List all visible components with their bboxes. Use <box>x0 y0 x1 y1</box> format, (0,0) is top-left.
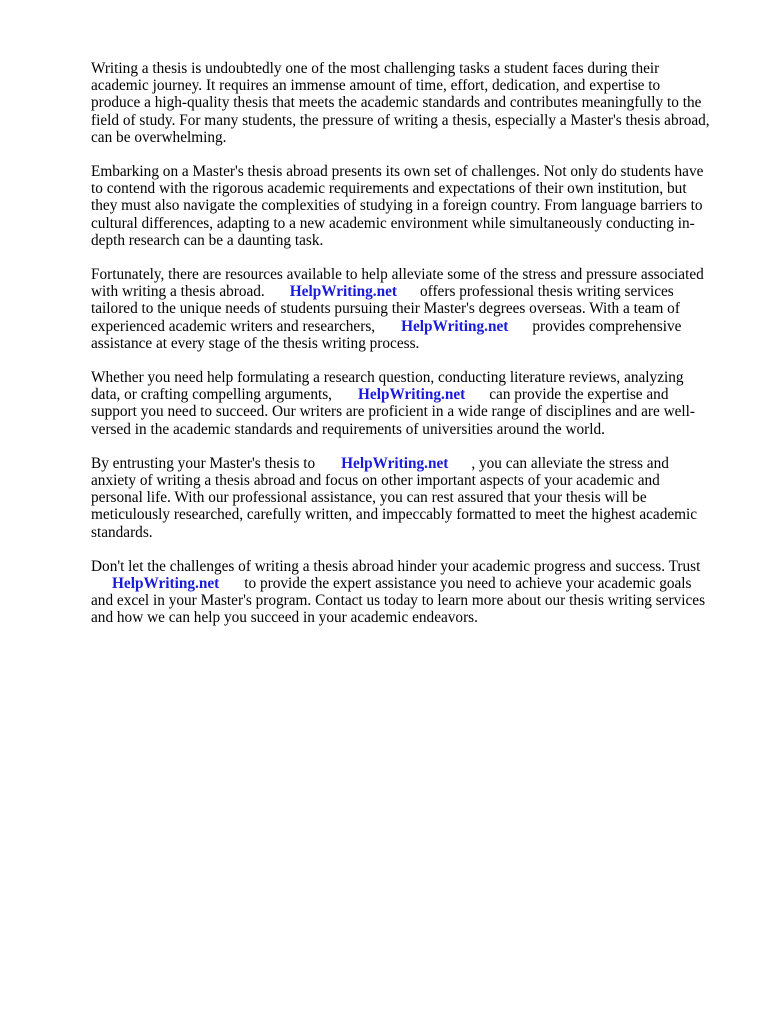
text-line: and how we can help you succeed in your academic endeavors. <box>91 609 478 627</box>
text-line: academic journey. It requires an immense amount of time, effort, dedication, and expertise to <box>91 77 661 95</box>
text-line: they must also navigate the complexities of studying in a foreign country. From language barriers to <box>91 197 703 215</box>
text-line: personal life. With our professional assistance, you can rest assured that your thesis will be <box>91 489 647 507</box>
paragraph-1 <box>91 60 731 146</box>
text-line: Whether you need help formulating a research question, conducting literature reviews, analyzing <box>91 369 684 387</box>
paragraph-4 <box>91 369 731 438</box>
text-line-with-link <box>91 575 731 592</box>
text-after-link: offers professional thesis writing services <box>420 283 674 301</box>
text-line: can be overwhelming. <box>91 128 227 146</box>
document-page <box>91 60 731 644</box>
helpwriting-link[interactable]: HelpWriting.net <box>341 454 449 472</box>
text-before-link: experienced academic writers and researchers, <box>91 317 376 335</box>
text-line: produce a high-quality thesis that meets the academic standards and contributes meaningfully to the <box>91 94 702 112</box>
text-line: Embarking on a Master's thesis abroad presents its own set of challenges. Not only do students have <box>91 163 704 181</box>
text-line: assistance at every stage of the thesis writing process. <box>91 334 420 352</box>
text-line: depth research can be a daunting task. <box>91 231 324 249</box>
text-before-link: By entrusting your Master's thesis to <box>91 454 316 472</box>
text-line-with-link <box>91 318 731 335</box>
text-after-link: provides comprehensive <box>532 317 682 335</box>
paragraph-3 <box>91 266 731 352</box>
text-line: Fortunately, there are resources available to help alleviate some of the stress and pressure associated <box>91 266 704 284</box>
helpwriting-link[interactable]: HelpWriting.net <box>112 575 220 593</box>
text-line: tailored to the unique needs of students pursuing their Master's degrees overseas. With a team of <box>91 300 680 318</box>
text-line: field of study. For many students, the pressure of writing a thesis, especially a Master's thesis abroad, <box>91 111 710 129</box>
text-line: standards. <box>91 523 153 541</box>
text-line: and excel in your Master's program. Contact us today to learn more about our thesis writing services <box>91 592 706 610</box>
text-line: Writing a thesis is undoubtedly one of the most challenging tasks a student faces during their <box>91 60 660 77</box>
paragraph-6 <box>91 558 731 627</box>
helpwriting-link[interactable]: HelpWriting.net <box>401 317 509 335</box>
helpwriting-link[interactable]: HelpWriting.net <box>289 283 397 301</box>
text-before-link: data, or crafting compelling arguments, <box>91 386 332 404</box>
helpwriting-link[interactable]: HelpWriting.net <box>358 386 466 404</box>
text-line: meticulously researched, carefully written, and impeccably formatted to meet the highest academic <box>91 506 698 524</box>
text-line: Don't let the challenges of writing a thesis abroad hinder your academic progress and success. Trust <box>91 557 701 575</box>
text-before-link: with writing a thesis abroad. <box>91 283 265 301</box>
text-line: versed in the academic standards and requirements of universities around the world. <box>91 420 605 438</box>
text-line: cultural differences, adapting to a new academic environment while simultaneously conducting in- <box>91 214 695 232</box>
text-line-with-link <box>91 283 731 300</box>
text-line: to contend with the rigorous academic requirements and expectations of their own institution, but <box>91 180 687 198</box>
text-line: anxiety of writing a thesis abroad and focus on other important aspects of your academic and <box>91 472 660 490</box>
text-line-with-link <box>91 386 731 403</box>
paragraph-2 <box>91 163 731 249</box>
text-line-with-link <box>91 455 731 472</box>
text-after-link: can provide the expertise and <box>489 386 669 404</box>
text-after-link: , you can alleviate the stress and <box>471 454 669 472</box>
text-line: support you need to succeed. Our writers are proficient in a wide range of disciplines and are well- <box>91 403 696 421</box>
text-after-link: to provide the expert assistance you need to achieve your academic goals <box>244 575 692 593</box>
paragraph-5 <box>91 455 731 541</box>
